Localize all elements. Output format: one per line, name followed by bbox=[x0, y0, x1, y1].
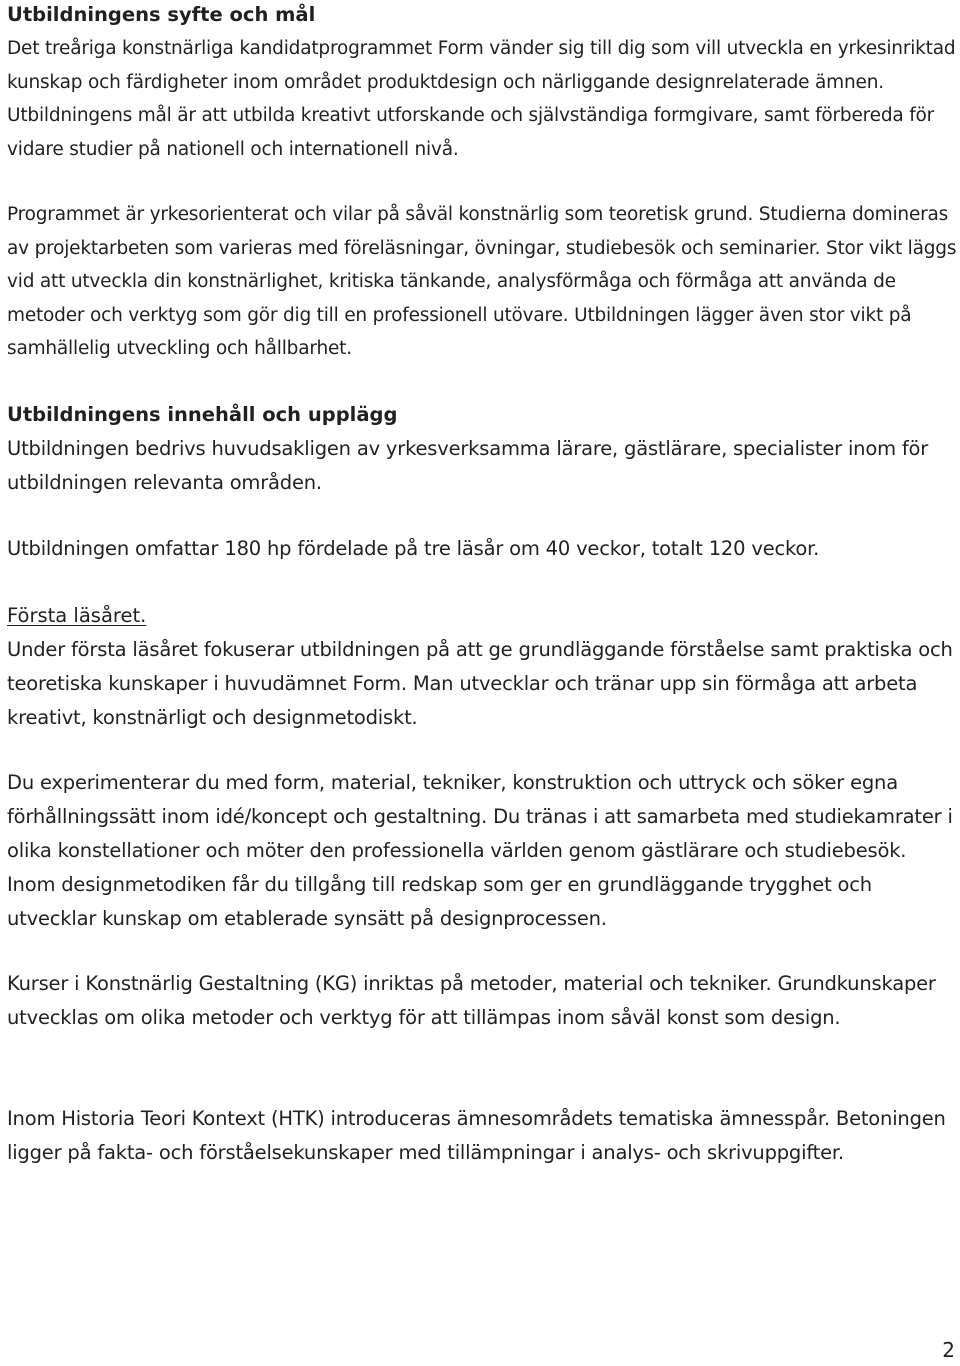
paragraph-program-orientation: Programmet är yrkesorienterat och vilar på såväl konstnärlig som teoretisk grund. Studierna domineras av projektarbeten som varieras med föreläsningar, övningar, studiebesök och seminarier. Stor vikt läggs vid att utveckla din konstnärlighet, kritiska tänkande, analysförmåga och förmåga att använda de metoder och verktyg som gör dig till en professionell utövare. Utbildningen lägger även stor vikt på samhällelig utveckling och hållbarhet. bbox=[7, 204, 957, 359]
paragraph-credits-block bbox=[7, 532, 957, 566]
paragraph-credits: Utbildningen omfattar 180 hp fördelade på tre läsår om 40 veckor, totalt 120 veckor. bbox=[7, 537, 820, 560]
paragraph-kg-block bbox=[7, 967, 957, 1035]
paragraph-experiment-block bbox=[7, 766, 957, 936]
paragraph-program-orientation-block bbox=[7, 198, 957, 366]
subheading-first-year: Första läsåret. bbox=[7, 604, 147, 627]
paragraph-htk-block bbox=[7, 1102, 957, 1170]
section-heading-purpose: Utbildningens syfte och mål bbox=[7, 3, 316, 26]
section-content bbox=[7, 398, 957, 500]
page-number: 2 bbox=[942, 1338, 955, 1362]
paragraph-purpose-intro: Det treåriga konstnärliga kandidatprogrammet Form vänder sig till dig som vill utveckla en yrkesinriktad kunskap och färdigheter inom området produktdesign och närliggande designrelaterade ämnen. Utbildningens mål är att utbilda kreativt utforskande och självständiga formgivare, samt förbereda för vidare studier på nationell och internationell nivå. bbox=[7, 38, 956, 160]
paragraph-teachers: Utbildningen bedrivs huvudsakligen av yrkesverksamma lärare, gästlärare, specialister inom för utbildningen relevanta områden. bbox=[7, 437, 929, 494]
first-year-block bbox=[7, 599, 957, 735]
paragraph-experiment: Du experimenterar du med form, material, tekniker, konstruktion och uttryck och söker egna förhållningssätt inom idé/koncept och gestaltning. Du tränas i att samarbeta med studiekamrater i olika konstellationer och möter den professionella världen genom gästlärare och studiebesök. Inom designmetodiken får du tillgång till redskap som ger en grundläggande trygghet och utvecklar kunskap om etablerade synsätt på designprocessen. bbox=[7, 771, 953, 930]
section-purpose bbox=[7, 0, 957, 166]
paragraph-kg-courses: Kurser i Konstnärlig Gestaltning (KG) inriktas på metoder, material och tekniker. Grundkunskaper utvecklas om olika metoder och verktyg för att tillämpas inom såväl konst som design. bbox=[7, 972, 936, 1029]
paragraph-first-year-focus: Under första läsåret fokuserar utbildningen på att ge grundläggande förståelse samt praktiska och teoretiska kunskaper i huvudämnet Form. Man utvecklar och tränar upp sin förmåga att arbeta kreativt, konstnärligt och designmetodiskt. bbox=[7, 638, 953, 729]
section-heading-content: Utbildningens innehåll och upplägg bbox=[7, 403, 398, 426]
paragraph-htk-courses: Inom Historia Teori Kontext (HTK) introduceras ämnesområdets tematiska ämnesspår. Betoningen ligger på fakta- och förståelsekunskaper med tillämpningar i analys- och skrivuppgifter. bbox=[7, 1107, 946, 1164]
